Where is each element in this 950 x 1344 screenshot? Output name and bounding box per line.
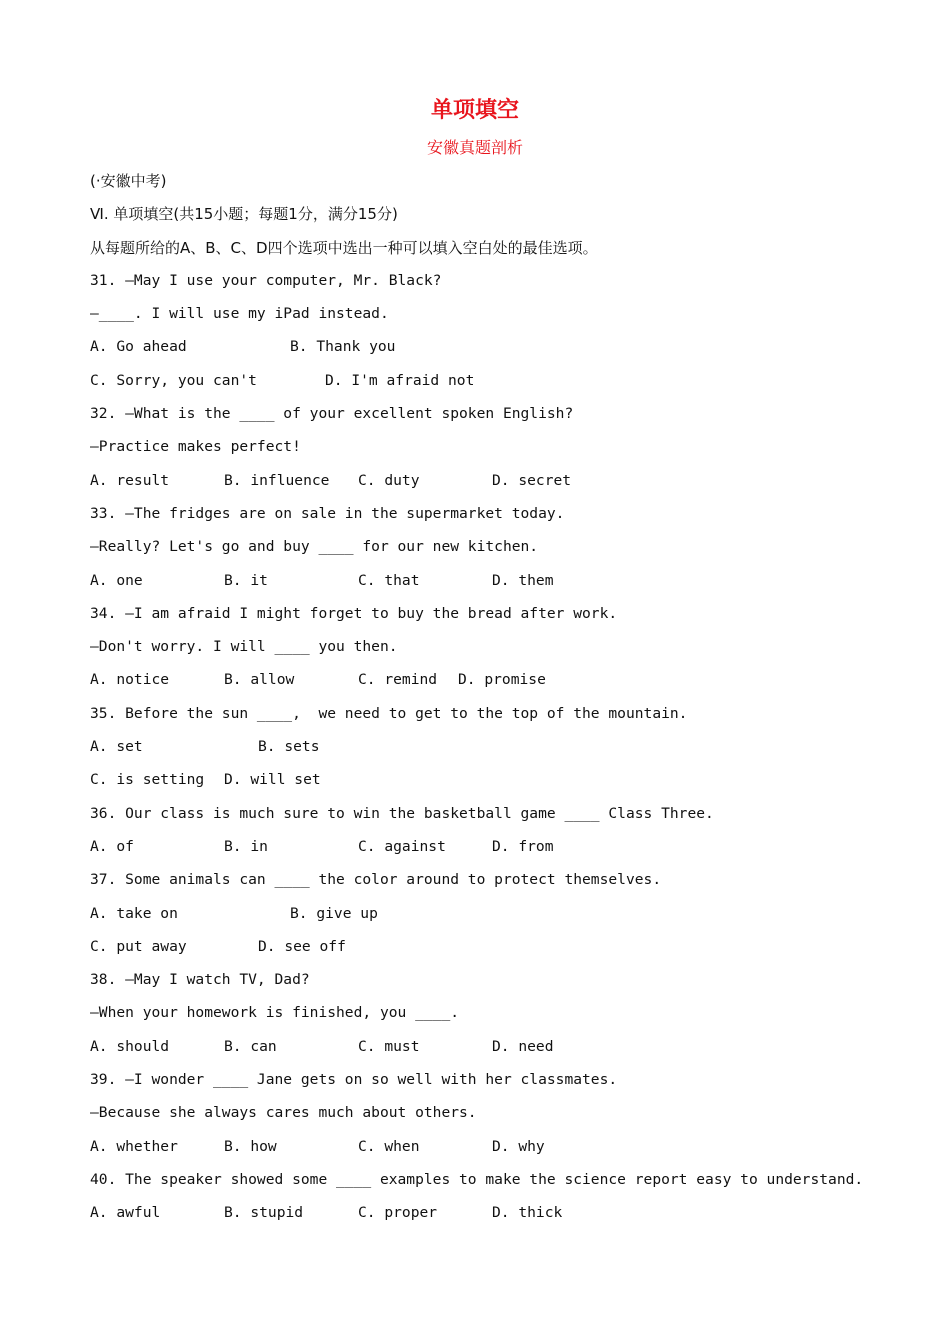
option-a[interactable]: A. awful [90, 1204, 161, 1222]
option-row [90, 468, 920, 501]
option-row [90, 834, 920, 867]
option-row [90, 1200, 920, 1233]
question-response: —Practice makes perfect! [90, 438, 301, 456]
option-b[interactable]: B. give up [290, 904, 378, 922]
question-stem: 31. —May I use your computer, Mr. Black? [90, 271, 442, 289]
option-c[interactable]: C. Sorry, you can't [90, 371, 257, 389]
option-b[interactable]: B. sets [258, 738, 320, 756]
page-subtitle: 安徽真题剖析 [426, 138, 523, 157]
option-d[interactable]: D. why [492, 1137, 545, 1155]
question-response: —____. I will use my iPad instead. [90, 305, 389, 323]
question-stem: 35. Before the sun ____, we need to get to the top of the mountain. [90, 704, 688, 722]
option-c[interactable]: C. must [358, 1037, 420, 1055]
option-b[interactable]: B. allow [224, 671, 295, 689]
option-a[interactable]: A. take on [90, 904, 178, 922]
option-b[interactable]: B. Thank you [290, 338, 396, 356]
question-response: —When your homework is finished, you ____. [90, 1004, 460, 1022]
question-response: —Really? Let's go and buy ____ for our new kitchen. [90, 538, 539, 556]
option-row [90, 1034, 920, 1067]
instruction-text: 从每题所给的A、B、C、D四个选项中选出一种可以填入空白处的最佳选项。 [90, 238, 598, 257]
option-row [90, 734, 920, 767]
option-a[interactable]: A. set [90, 738, 143, 756]
section-heading: Ⅵ. 单项填空(共15小题；每题1分，满分15分) [90, 205, 398, 224]
option-b[interactable]: B. it [224, 571, 268, 589]
questions [90, 268, 920, 1234]
question-response: —Don't worry. I will ____ you then. [90, 638, 398, 656]
option-row [90, 934, 920, 967]
option-d[interactable]: D. promise [458, 671, 546, 689]
question-stem: 34. —I am afraid I might forget to buy the bread after work. [90, 604, 618, 622]
question-stem: 32. —What is the ____ of your excellent spoken English? [90, 405, 574, 423]
option-c[interactable]: C. is setting [90, 771, 205, 789]
option-b[interactable]: B. how [224, 1137, 277, 1155]
question-list [90, 168, 920, 1234]
option-row [90, 1134, 920, 1167]
option-b[interactable]: B. stupid [224, 1204, 304, 1222]
option-row [90, 767, 920, 800]
option-c[interactable]: C. against [358, 837, 446, 855]
option-a[interactable]: A. of [90, 837, 134, 855]
option-d[interactable]: D. secret [492, 471, 572, 489]
option-c[interactable]: C. proper [358, 1204, 438, 1222]
option-d[interactable]: D. thick [492, 1204, 563, 1222]
question-stem: 38. —May I watch TV, Dad? [90, 971, 310, 989]
page-title: 单项填空 [430, 98, 519, 123]
option-c[interactable]: C. put away [90, 937, 187, 955]
question-stem: 40. The speaker showed some ____ examples to make the science report easy to understand. [90, 1170, 864, 1188]
option-d[interactable]: D. see off [258, 937, 346, 955]
option-a[interactable]: A. should [90, 1037, 170, 1055]
question-stem: 36. Our class is much sure to win the basketball game ____ Class Three. [90, 804, 714, 822]
question-stem: 33. —The fridges are on sale in the supermarket today. [90, 504, 565, 522]
option-row [90, 667, 920, 700]
question-stem: 37. Some animals can ____ the color around to protect themselves. [90, 871, 662, 889]
question-response: —Because she always cares much about others. [90, 1104, 477, 1122]
option-d[interactable]: D. from [492, 837, 554, 855]
option-a[interactable]: A. one [90, 571, 143, 589]
option-c[interactable]: C. that [358, 571, 420, 589]
question-stem: 39. —I wonder ____ Jane gets on so well with her classmates. [90, 1071, 618, 1089]
option-d[interactable]: D. them [492, 571, 554, 589]
option-d[interactable]: D. need [492, 1037, 554, 1055]
option-c[interactable]: C. remind [358, 671, 438, 689]
option-row [90, 368, 920, 401]
option-b[interactable]: B. in [224, 837, 268, 855]
option-c[interactable]: C. duty [358, 471, 420, 489]
option-row [90, 334, 920, 367]
option-b[interactable]: B. can [224, 1037, 277, 1055]
option-a[interactable]: A. whether [90, 1137, 178, 1155]
option-a[interactable]: A. result [90, 471, 170, 489]
option-row [90, 568, 920, 601]
option-c[interactable]: C. when [358, 1137, 420, 1155]
option-a[interactable]: A. notice [90, 671, 170, 689]
option-row [90, 901, 920, 934]
source-note: (·安徽中考) [90, 172, 167, 190]
option-b[interactable]: B. influence [224, 471, 330, 489]
option-d[interactable]: D. will set [224, 771, 321, 789]
option-a[interactable]: A. Go ahead [90, 338, 187, 356]
option-d[interactable]: D. I'm afraid not [325, 371, 475, 389]
